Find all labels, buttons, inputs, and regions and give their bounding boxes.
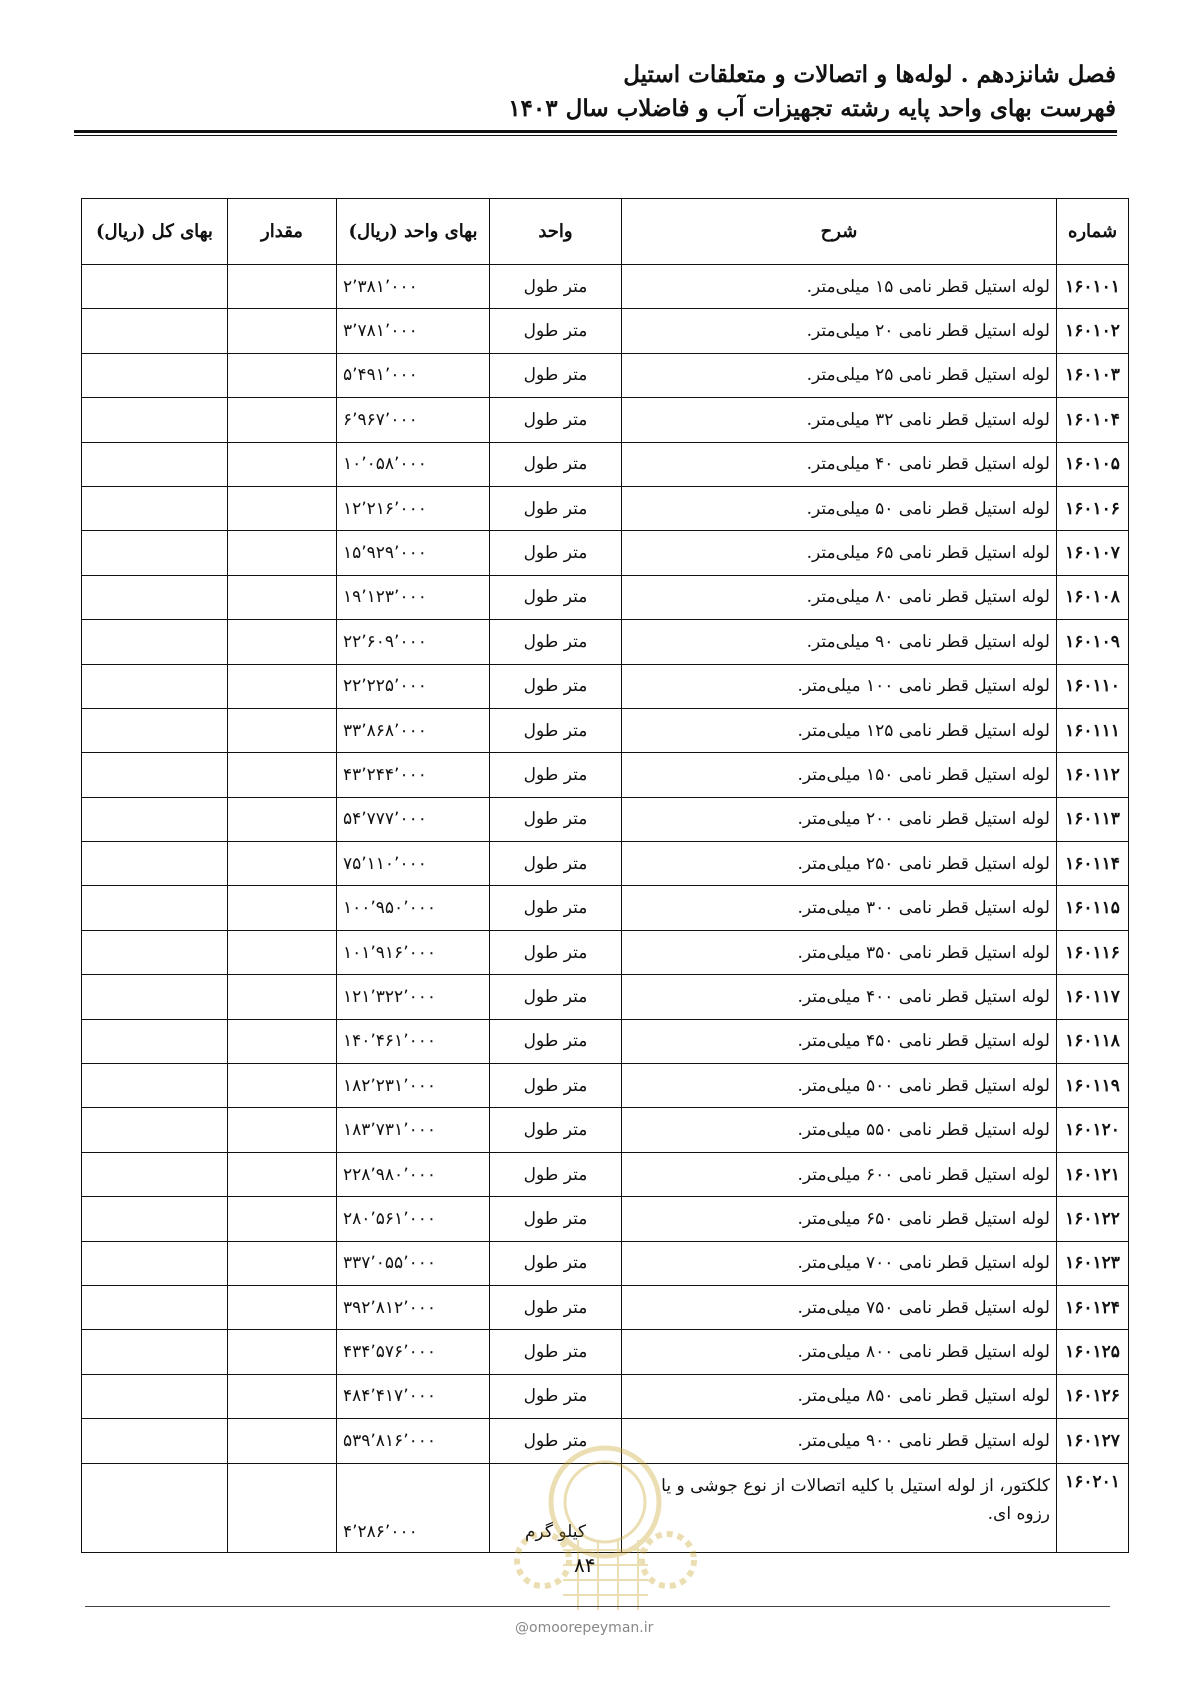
row-description: لوله استیل قطر نامی ۸۰۰ میلی‌متر. — [622, 1330, 1057, 1374]
row-unit-price: ۱۰۰٬۹۵۰٬۰۰۰ — [337, 886, 490, 930]
row-quantity — [228, 664, 337, 708]
row-unit: متر طول — [490, 531, 622, 575]
row-unit: متر طول — [490, 1152, 622, 1196]
row-unit: متر طول — [490, 1330, 622, 1374]
col-header-description: شرح — [622, 199, 1057, 265]
row-number: ۱۶۰۱۰۷ — [1057, 531, 1129, 575]
table-row — [82, 1241, 1129, 1285]
row-number: ۱۶۰۱۱۱ — [1057, 708, 1129, 752]
row-total — [82, 1463, 228, 1552]
row-unit: متر طول — [490, 797, 622, 841]
row-unit-price: ۵۴٬۷۷۷٬۰۰۰ — [337, 797, 490, 841]
table-row — [82, 353, 1129, 397]
row-unit: متر طول — [490, 842, 622, 886]
row-unit-price: ۴۸۴٬۴۱۷٬۰۰۰ — [337, 1374, 490, 1418]
row-total — [82, 886, 228, 930]
row-number: ۱۶۰۱۱۸ — [1057, 1019, 1129, 1063]
row-quantity — [228, 708, 337, 752]
row-description: لوله استیل قطر نامی ۱۰۰ میلی‌متر. — [622, 664, 1057, 708]
page-number: ۸۴ — [574, 1553, 596, 1577]
row-unit: متر طول — [490, 265, 622, 309]
row-number: ۱۶۰۱۰۳ — [1057, 353, 1129, 397]
row-unit-price: ۱۲۱٬۳۲۲٬۰۰۰ — [337, 975, 490, 1019]
row-unit: متر طول — [490, 708, 622, 752]
row-quantity — [228, 1285, 337, 1329]
row-quantity — [228, 1152, 337, 1196]
row-number: ۱۶۰۱۱۲ — [1057, 753, 1129, 797]
row-quantity — [228, 486, 337, 530]
row-unit: متر طول — [490, 753, 622, 797]
col-header-unit-price: بهای واحد (ریال) — [337, 199, 490, 265]
row-quantity — [228, 1463, 337, 1552]
row-description: لوله استیل قطر نامی ۴۵۰ میلی‌متر. — [622, 1019, 1057, 1063]
table-row — [82, 1152, 1129, 1196]
row-description: لوله استیل قطر نامی ۲۰۰ میلی‌متر. — [622, 797, 1057, 841]
watermark-seal-icon — [503, 1440, 708, 1620]
table-row — [82, 886, 1129, 930]
table-row — [82, 265, 1129, 309]
row-total — [82, 442, 228, 486]
row-total — [82, 1152, 228, 1196]
row-total — [82, 842, 228, 886]
row-unit: متر طول — [490, 1019, 622, 1063]
col-header-quantity: مقدار — [228, 199, 337, 265]
row-number: ۱۶۰۱۰۲ — [1057, 309, 1129, 353]
row-quantity — [228, 975, 337, 1019]
row-number: ۱۶۰۱۲۲ — [1057, 1197, 1129, 1241]
row-number: ۱۶۰۱۲۱ — [1057, 1152, 1129, 1196]
row-unit: متر طول — [490, 575, 622, 619]
row-quantity — [228, 531, 337, 575]
row-total — [82, 1285, 228, 1329]
row-total — [82, 708, 228, 752]
row-quantity — [228, 842, 337, 886]
row-quantity — [228, 1374, 337, 1418]
row-description: لوله استیل قطر نامی ۳۲ میلی‌متر. — [622, 398, 1057, 442]
table-row — [82, 842, 1129, 886]
row-total — [82, 1064, 228, 1108]
row-unit: متر طول — [490, 1197, 622, 1241]
row-total — [82, 398, 228, 442]
row-unit: کیلو گرم — [490, 1463, 622, 1552]
row-description: لوله استیل قطر نامی ۶۵ میلی‌متر. — [622, 531, 1057, 575]
row-quantity — [228, 309, 337, 353]
row-quantity — [228, 398, 337, 442]
row-unit: متر طول — [490, 930, 622, 974]
table-row — [82, 531, 1129, 575]
row-unit-price: ۶٬۹۶۷٬۰۰۰ — [337, 398, 490, 442]
row-quantity — [228, 442, 337, 486]
row-number: ۱۶۰۱۲۷ — [1057, 1419, 1129, 1463]
table-row — [82, 1285, 1129, 1329]
table-row — [82, 309, 1129, 353]
row-total — [82, 797, 228, 841]
row-unit: متر طول — [490, 886, 622, 930]
row-description: لوله استیل قطر نامی ۲۵۰ میلی‌متر. — [622, 842, 1057, 886]
row-quantity — [228, 797, 337, 841]
table-row — [82, 1330, 1129, 1374]
row-unit-price: ۱۹٬۱۲۳٬۰۰۰ — [337, 575, 490, 619]
row-number: ۱۶۰۱۰۸ — [1057, 575, 1129, 619]
row-number: ۱۶۰۱۲۰ — [1057, 1108, 1129, 1152]
row-unit-price: ۴٬۲۸۶٬۰۰۰ — [337, 1463, 490, 1552]
table-row — [82, 1019, 1129, 1063]
row-unit-price: ۳٬۷۸۱٬۰۰۰ — [337, 309, 490, 353]
row-total — [82, 309, 228, 353]
row-quantity — [228, 886, 337, 930]
row-quantity — [228, 1019, 337, 1063]
row-description: لوله استیل قطر نامی ۶۵۰ میلی‌متر. — [622, 1197, 1057, 1241]
row-number: ۱۶۰۱۱۵ — [1057, 886, 1129, 930]
row-total — [82, 486, 228, 530]
row-quantity — [228, 753, 337, 797]
row-total — [82, 1197, 228, 1241]
row-quantity — [228, 1197, 337, 1241]
row-unit: متر طول — [490, 486, 622, 530]
row-number: ۱۶۰۱۰۵ — [1057, 442, 1129, 486]
row-unit-price: ۳۳۷٬۰۵۵٬۰۰۰ — [337, 1241, 490, 1285]
row-quantity — [228, 1241, 337, 1285]
row-total — [82, 575, 228, 619]
row-total — [82, 531, 228, 575]
row-description: لوله استیل قطر نامی ۶۰۰ میلی‌متر. — [622, 1152, 1057, 1196]
footer-website: @omoorepeyman.ir — [515, 1620, 654, 1636]
row-unit: متر طول — [490, 442, 622, 486]
table-row — [82, 575, 1129, 619]
row-description: لوله استیل قطر نامی ۱۲۵ میلی‌متر. — [622, 708, 1057, 752]
table-row — [82, 1374, 1129, 1418]
row-number: ۱۶۰۱۱۷ — [1057, 975, 1129, 1019]
row-quantity — [228, 1330, 337, 1374]
row-description: لوله استیل قطر نامی ۴۰ میلی‌متر. — [622, 442, 1057, 486]
row-unit-price: ۱۵٬۹۲۹٬۰۰۰ — [337, 531, 490, 575]
row-total — [82, 930, 228, 974]
row-description: لوله استیل قطر نامی ۸۵۰ میلی‌متر. — [622, 1374, 1057, 1418]
row-unit: متر طول — [490, 398, 622, 442]
row-unit: متر طول — [490, 975, 622, 1019]
row-unit: متر طول — [490, 1374, 622, 1418]
row-total — [82, 1374, 228, 1418]
row-total — [82, 664, 228, 708]
row-unit: متر طول — [490, 1064, 622, 1108]
row-unit-price: ۳۳٬۸۶۸٬۰۰۰ — [337, 708, 490, 752]
table-row — [82, 620, 1129, 664]
row-total — [82, 1330, 228, 1374]
row-description: لوله استیل قطر نامی ۵۰ میلی‌متر. — [622, 486, 1057, 530]
row-unit-price: ۴۳۴٬۵۷۶٬۰۰۰ — [337, 1330, 490, 1374]
page-header — [508, 58, 1116, 126]
row-total — [82, 753, 228, 797]
row-description: لوله استیل قطر نامی ۸۰ میلی‌متر. — [622, 575, 1057, 619]
table-row — [82, 1197, 1129, 1241]
row-description: کلکتور، از لوله استیل با کلیه اتصالات از نوع جوشی و یا رزوه ای. — [622, 1463, 1057, 1552]
row-quantity — [228, 1108, 337, 1152]
row-quantity — [228, 265, 337, 309]
row-unit: متر طول — [490, 664, 622, 708]
row-unit: متر طول — [490, 1108, 622, 1152]
table-row — [82, 486, 1129, 530]
row-description: لوله استیل قطر نامی ۲۵ میلی‌متر. — [622, 353, 1057, 397]
row-description: لوله استیل قطر نامی ۳۵۰ میلی‌متر. — [622, 930, 1057, 974]
row-unit-price: ۱۰۱٬۹۱۶٬۰۰۰ — [337, 930, 490, 974]
row-description: لوله استیل قطر نامی ۵۰۰ میلی‌متر. — [622, 1064, 1057, 1108]
row-description: لوله استیل قطر نامی ۵۵۰ میلی‌متر. — [622, 1108, 1057, 1152]
col-header-total: بهای کل (ریال) — [82, 199, 228, 265]
row-number: ۱۶۰۱۱۰ — [1057, 664, 1129, 708]
row-unit: متر طول — [490, 1285, 622, 1329]
row-unit-price: ۱۸۳٬۷۳۱٬۰۰۰ — [337, 1108, 490, 1152]
row-unit-price: ۱۲٬۲۱۶٬۰۰۰ — [337, 486, 490, 530]
row-unit: متر طول — [490, 309, 622, 353]
row-total — [82, 620, 228, 664]
table-row — [82, 797, 1129, 841]
row-quantity — [228, 353, 337, 397]
table-row — [82, 930, 1129, 974]
row-total — [82, 353, 228, 397]
header-rule-thick — [74, 130, 1117, 133]
row-number: ۱۶۰۱۰۴ — [1057, 398, 1129, 442]
row-number: ۱۶۰۱۰۹ — [1057, 620, 1129, 664]
row-unit-price: ۲۸۰٬۵۶۱٬۰۰۰ — [337, 1197, 490, 1241]
table-row — [82, 664, 1129, 708]
row-description: لوله استیل قطر نامی ۲۰ میلی‌متر. — [622, 309, 1057, 353]
row-description: لوله استیل قطر نامی ۷۰۰ میلی‌متر. — [622, 1241, 1057, 1285]
row-unit-price: ۱۴۰٬۴۶۱٬۰۰۰ — [337, 1019, 490, 1063]
row-number: ۱۶۰۱۰۶ — [1057, 486, 1129, 530]
table-row — [82, 753, 1129, 797]
table-row — [82, 398, 1129, 442]
footer-rule — [85, 1606, 1110, 1607]
table-row — [82, 975, 1129, 1019]
row-description: لوله استیل قطر نامی ۱۵ میلی‌متر. — [622, 265, 1057, 309]
row-unit-price: ۲۲٬۲۲۵٬۰۰۰ — [337, 664, 490, 708]
row-number: ۱۶۰۱۲۵ — [1057, 1330, 1129, 1374]
row-total — [82, 1419, 228, 1463]
row-unit: متر طول — [490, 353, 622, 397]
row-total — [82, 265, 228, 309]
row-description: لوله استیل قطر نامی ۷۵۰ میلی‌متر. — [622, 1285, 1057, 1329]
row-number: ۱۶۰۱۱۹ — [1057, 1064, 1129, 1108]
row-unit-price: ۲۲٬۶۰۹٬۰۰۰ — [337, 620, 490, 664]
row-number: ۱۶۰۱۱۶ — [1057, 930, 1129, 974]
row-number: ۱۶۰۱۲۴ — [1057, 1285, 1129, 1329]
row-unit: متر طول — [490, 1241, 622, 1285]
header-rule-thin — [74, 135, 1117, 136]
table-row — [82, 1064, 1129, 1108]
row-total — [82, 975, 228, 1019]
row-number: ۱۶۰۱۲۳ — [1057, 1241, 1129, 1285]
row-quantity — [228, 575, 337, 619]
col-header-number: شماره — [1057, 199, 1129, 265]
row-description: لوله استیل قطر نامی ۴۰۰ میلی‌متر. — [622, 975, 1057, 1019]
row-description: لوله استیل قطر نامی ۱۵۰ میلی‌متر. — [622, 753, 1057, 797]
row-unit-price: ۵٬۴۹۱٬۰۰۰ — [337, 353, 490, 397]
row-quantity — [228, 930, 337, 974]
row-unit: متر طول — [490, 620, 622, 664]
row-total — [82, 1241, 228, 1285]
table-header-row — [82, 199, 1129, 265]
row-total — [82, 1019, 228, 1063]
table-row — [82, 442, 1129, 486]
table-row — [82, 708, 1129, 752]
row-description: لوله استیل قطر نامی ۹۰۰ میلی‌متر. — [622, 1419, 1057, 1463]
row-description: لوله استیل قطر نامی ۳۰۰ میلی‌متر. — [622, 886, 1057, 930]
row-unit-price: ۷۵٬۱۱۰٬۰۰۰ — [337, 842, 490, 886]
row-number: ۱۶۰۱۰۱ — [1057, 265, 1129, 309]
table-row — [82, 1108, 1129, 1152]
row-quantity — [228, 1064, 337, 1108]
row-description: لوله استیل قطر نامی ۹۰ میلی‌متر. — [622, 620, 1057, 664]
row-number: ۱۶۰۱۲۶ — [1057, 1374, 1129, 1418]
col-header-unit: واحد — [490, 199, 622, 265]
row-unit-price: ۱۸۲٬۲۳۱٬۰۰۰ — [337, 1064, 490, 1108]
row-unit-price: ۱۰٬۰۵۸٬۰۰۰ — [337, 442, 490, 486]
row-total — [82, 1108, 228, 1152]
row-quantity — [228, 1419, 337, 1463]
row-number: ۱۶۰۱۱۳ — [1057, 797, 1129, 841]
row-unit-price: ۲۲۸٬۹۸۰٬۰۰۰ — [337, 1152, 490, 1196]
row-number: ۱۶۰۲۰۱ — [1057, 1463, 1129, 1552]
row-unit-price: ۴۳٬۲۴۴٬۰۰۰ — [337, 753, 490, 797]
row-unit-price: ۲٬۳۸۱٬۰۰۰ — [337, 265, 490, 309]
row-quantity — [228, 620, 337, 664]
chapter-title: فصل شانزدهم . لوله‌ها و اتصالات و متعلقات استیل — [623, 61, 1116, 88]
row-unit-price: ۳۹۲٬۸۱۲٬۰۰۰ — [337, 1285, 490, 1329]
row-number: ۱۶۰۱۱۴ — [1057, 842, 1129, 886]
price-table — [81, 198, 1129, 1553]
document-title: فهرست بهای واحد پایه رشته تجهیزات آب و فاضلاب سال ۱۴۰۳ — [508, 95, 1116, 122]
row-unit: متر طول — [490, 1419, 622, 1463]
row-unit-price: ۵۳۹٬۸۱۶٬۰۰۰ — [337, 1419, 490, 1463]
